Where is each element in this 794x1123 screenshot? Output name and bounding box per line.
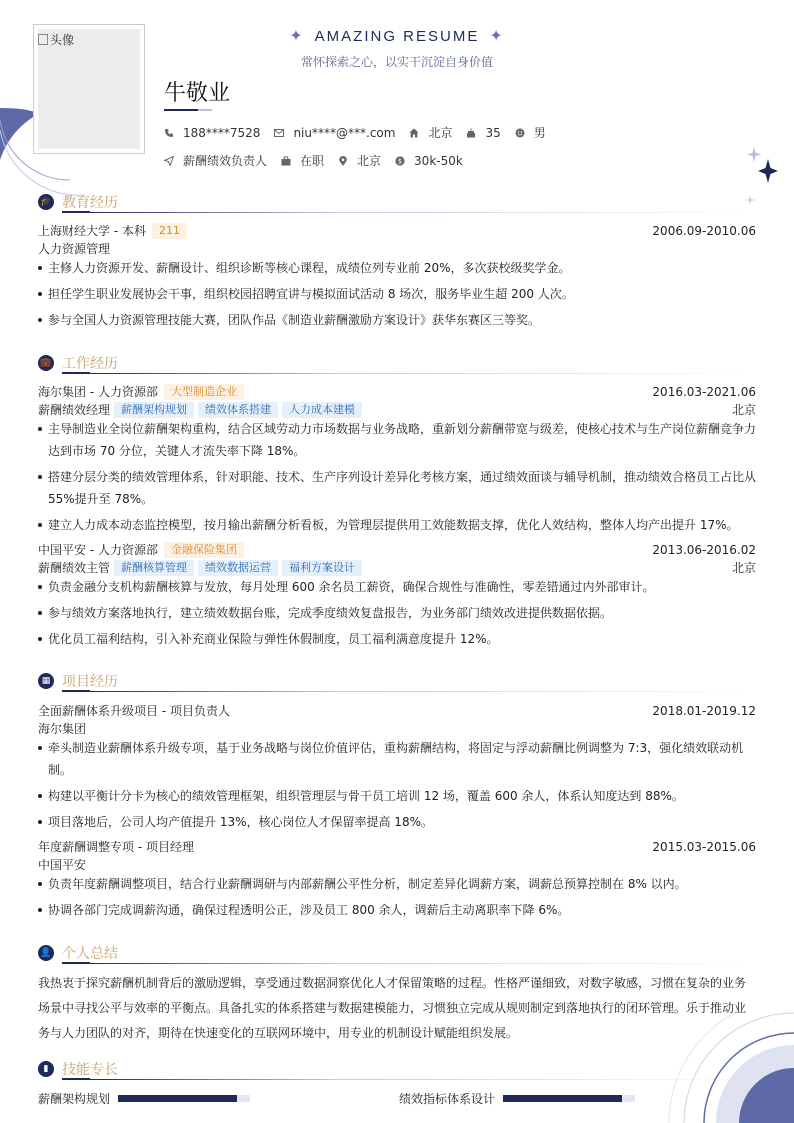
skills-section-header — [38, 1059, 118, 1079]
salary-item — [395, 154, 463, 168]
gender-icon — [515, 128, 525, 138]
list-item: 担任学生职业发展协会干事，组织校园招聘宣讲与模拟面试活动 8 场次，服务毕业生超 200 人次。 — [38, 283, 756, 305]
work-city: 北京 — [731, 403, 756, 417]
list-item: 协调各部门完成调薪沟通，确保过程透明公正，涉及员工 800 余人，调薪后主动离职率下降 6%。 — [38, 899, 756, 921]
job-info-row — [164, 152, 477, 169]
skill-level-bar — [118, 1095, 250, 1102]
work-position-row — [38, 559, 756, 576]
avatar-alt-text: 头像 — [50, 33, 75, 47]
project-section-header — [38, 671, 118, 691]
home-icon — [409, 128, 419, 138]
list-item: 项目落地后，公司人均产值提升 13%，核心岗位人才保留率提高 18%。 — [38, 811, 756, 833]
position-title: 薪酬绩效主管 — [38, 561, 111, 575]
skill-tag: 薪酬核算管理 — [114, 560, 194, 576]
position-title: 薪酬绩效经理 — [38, 403, 111, 417]
status-text: 在职 — [300, 154, 325, 168]
city-text: 北京 — [428, 126, 453, 140]
company-tag: 金融保险集团 — [164, 542, 244, 558]
project-name: 全面薪酬体系升级项目 - 项目负责人 — [38, 704, 230, 718]
skill-tag: 人力成本建模 — [282, 402, 362, 418]
skill-tag: 绩效体系搭建 — [198, 402, 278, 418]
list-item: 构建以平衡计分卡为核心的绩效管理框架，组织管理层与骨干员工培训 12 场，覆盖 600 余人，体系认知度达到 88%。 — [38, 785, 756, 807]
skill-tag: 绩效数据运营 — [198, 560, 278, 576]
work-date: 2013.06-2016.02 — [652, 542, 756, 557]
email-text: niu****@***.com — [293, 125, 396, 140]
education-entry-header — [38, 222, 756, 239]
section-divider — [62, 1079, 756, 1080]
skills-section-title: 技能专长 — [62, 1062, 118, 1078]
motto: 常怀探索之心，以实干沉淀自身价值 — [300, 55, 493, 69]
cake-icon — [466, 128, 476, 138]
user-icon: 👤 — [38, 945, 54, 961]
list-item: 参与绩效方案落地执行，建立绩效数据台账，完成季度绩效复盘报告，为业务部门绩效改进提供数据依据。 — [38, 602, 756, 624]
graduation-cap-icon: 🎓 — [38, 194, 54, 210]
grid-icon: ▦ — [38, 673, 54, 689]
target-city-item — [338, 152, 381, 169]
phone-icon — [164, 128, 174, 138]
project-name: 年度薪酬调整专项 - 项目经理 — [38, 840, 194, 854]
project-org-row — [38, 856, 756, 873]
section-divider — [62, 691, 756, 692]
star-icon: ✦ — [289, 28, 305, 45]
project-org-row — [38, 720, 756, 737]
gender-text: 男 — [533, 126, 546, 140]
list-item: 优化员工福利结构，引入补充商业保险与弹性休假制度，员工福利满意度提升 12%。 — [38, 628, 756, 650]
target-position-text: 薪酬绩效负责人 — [183, 154, 268, 168]
skill-tag: 福利方案设计 — [282, 560, 362, 576]
briefcase-icon: 💼 — [38, 355, 54, 371]
work-section-header — [38, 353, 118, 373]
project-entry-header — [38, 838, 756, 855]
skill-item — [399, 1090, 635, 1107]
school-name: 上海财经大学 - 本科 — [38, 224, 146, 238]
section-divider — [62, 963, 756, 964]
list-item: 负责金融分支机构薪酬核算与发放，每月处理 600 余名员工薪资，确保合规性与准确性，零差错通过内外部审计。 — [38, 576, 756, 598]
project-org: 海尔集团 — [38, 722, 87, 736]
work-entry-header — [38, 541, 756, 558]
name-underline-light — [198, 109, 212, 111]
section-divider — [62, 212, 756, 213]
email-item — [274, 126, 395, 140]
status-item — [281, 152, 324, 169]
education-date: 2006.09-2010.06 — [652, 223, 756, 238]
skill-name: 绩效指标体系设计 — [399, 1092, 496, 1106]
skill-level-bar — [503, 1095, 635, 1102]
project-entry-header — [38, 702, 756, 719]
work-entry-header — [38, 383, 756, 400]
project-section-title: 项目经历 — [62, 674, 118, 690]
phone-item — [164, 126, 260, 140]
sparkle-decoration — [744, 145, 784, 210]
age-item — [466, 126, 500, 140]
candidate-name: 牛敬业 — [164, 81, 231, 106]
list-item: 建立人力成本动态监控模型，按月输出薪酬分析看板，为管理层提供用工效能数据支撑，优化人效结构，整体人均产出提升 17%。 — [38, 514, 756, 536]
education-major-row — [38, 240, 756, 257]
list-item: 负责年度薪酬调整项目，结合行业薪酬调研与内部薪酬公平性分析，制定差异化调薪方案，调薪总预算控制在 8% 以内。 — [38, 873, 756, 895]
education-section-header — [38, 192, 118, 212]
education-section-title: 教育经历 — [62, 195, 118, 211]
resume-title-text: AMAZING RESUME — [314, 28, 480, 45]
name-underline — [164, 109, 198, 111]
summary-text: 我热衷于探究薪酬机制背后的激励逻辑，享受通过数据洞察优化人才保留策略的过程。性格严谨细致，对数字敏感，习惯在复杂的业务场景中寻找公平与效率的平衡点。具备扎实的体系搭建与数据建模能力，习惯独立完成从规则制定到落地执行的闭环管理。乐于推动业务与人力团队的对齐，期待在快速变化的互联网环境中，用专业的机制设计赋能组织发展。 — [38, 976, 747, 1040]
contact-info-row — [164, 124, 560, 141]
mail-icon — [274, 128, 284, 138]
school-tag: 211 — [152, 223, 187, 239]
section-divider — [62, 373, 756, 374]
age-text: 35 — [485, 125, 501, 140]
svg-text:$: $ — [397, 157, 403, 165]
star-icon: ✦ — [489, 28, 505, 45]
phone-text: 188****7528 — [183, 125, 261, 140]
skill-name: 薪酬架构规划 — [38, 1092, 111, 1106]
briefcase-icon — [281, 156, 291, 166]
work-city: 北京 — [731, 561, 756, 575]
project-org: 中国平安 — [38, 858, 87, 872]
money-icon — [395, 156, 405, 166]
target-position-item — [164, 152, 267, 169]
work-date: 2016.03-2021.06 — [652, 384, 756, 399]
major: 人力资源管理 — [38, 242, 111, 256]
skill-tag: 薪酬架构规划 — [114, 402, 194, 418]
send-icon — [164, 156, 174, 166]
skill-level-fill — [503, 1095, 622, 1102]
summary-section-header — [38, 943, 118, 963]
salary-text: 30k-50k — [414, 153, 463, 168]
project-date: 2018.01-2019.12 — [652, 703, 756, 718]
skill-item — [38, 1090, 250, 1107]
list-item: 牵头制造业薪酬体系升级专项，基于业务战略与岗位价值评估，重构薪酬结构，将固定与浮动薪酬比例调整为 7:3，强化绩效联动机制。 — [38, 737, 756, 781]
list-item: 搭建分层分类的绩效管理体系，针对职能、技术、生产序列设计差异化考核方案，通过绩效面谈与辅导机制，推动绩效合格员工占比从 55%提升至 78%。 — [38, 466, 756, 510]
city-item — [409, 124, 452, 141]
location-pin-icon — [338, 156, 348, 166]
project-date: 2015.03-2015.06 — [652, 839, 756, 854]
target-city-text: 北京 — [357, 154, 382, 168]
work-position-row — [38, 401, 756, 418]
list-item: 参与全国人力资源管理技能大赛，团队作品《制造业薪酬激励方案设计》获华东赛区三等奖。 — [38, 309, 756, 331]
bar-chart-icon: ▮ — [38, 1061, 54, 1077]
list-item: 主修人力资源开发、薪酬设计、组织诊断等核心课程，成绩位列专业前 20%，多次获校级奖学金。 — [38, 257, 756, 279]
resume-title — [0, 26, 794, 46]
gender-item — [515, 124, 546, 141]
list-item: 主导制造业全岗位薪酬架构重构，结合区域劳动力市场数据与业务战略，重新划分薪酬带宽与级差，使核心技术与生产岗位薪酬竞争力达到市场 70 分位，关键人才流失率下降 18%。 — [38, 418, 756, 462]
skill-level-fill — [118, 1095, 237, 1102]
summary-section-title: 个人总结 — [62, 946, 118, 962]
company-tag: 大型制造企业 — [164, 384, 244, 400]
company-name: 中国平安 - 人力资源部 — [38, 543, 158, 557]
company-name: 海尔集团 - 人力资源部 — [38, 385, 158, 399]
work-section-title: 工作经历 — [62, 356, 118, 372]
